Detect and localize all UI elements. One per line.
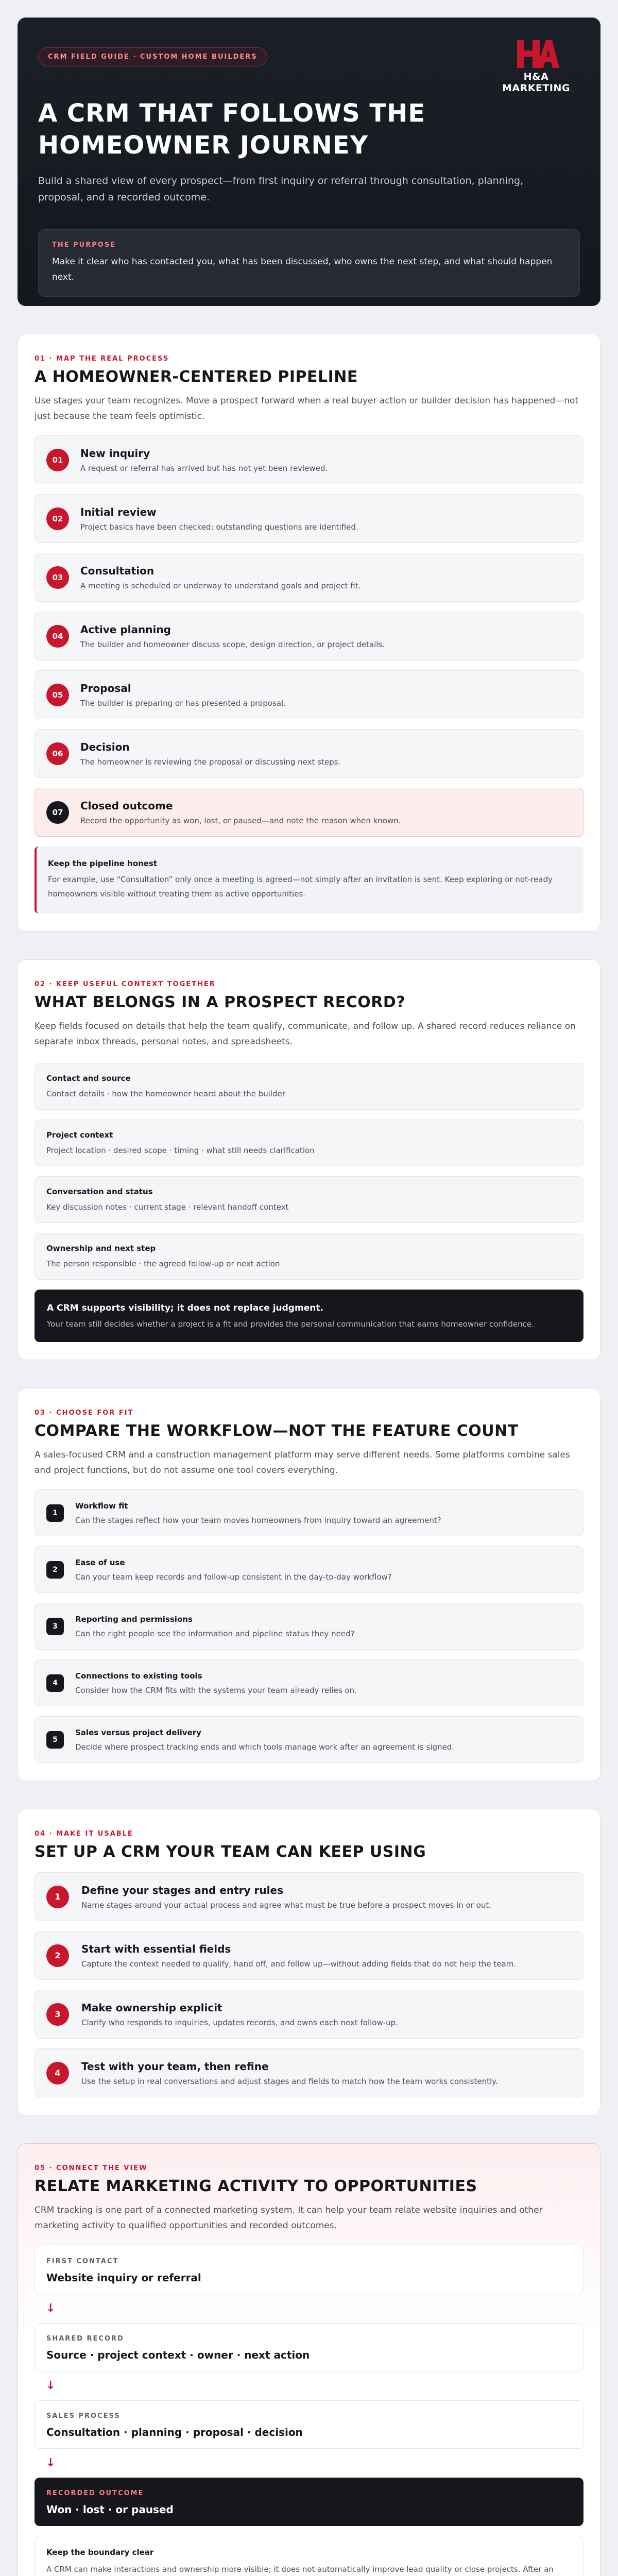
page-title-line1: A CRM THAT FOLLOWS THE <box>38 99 426 128</box>
step-number: 4 <box>46 2062 69 2084</box>
section-eyebrow: 04 · MAKE IT USABLE <box>35 1830 133 1838</box>
flow-shared-record <box>35 2323 583 2371</box>
stage-number: 06 <box>46 742 69 765</box>
stage-closed-outcome <box>35 788 583 837</box>
hero-lead: Build a shared view of every prospect—from first inquiry or referral through consultation, planning, proposal, and a recorded outcome. <box>38 175 524 203</box>
stage-title: Proposal <box>80 682 131 694</box>
criterion-title: Workflow fit <box>75 1501 128 1511</box>
stage-desc: A meeting is scheduled or underway to understand goals and project fit. <box>80 581 361 590</box>
step-desc: Use the setup in real conversations and adjust stages and fields to match how the team works consistently. <box>81 2076 498 2086</box>
step-desc: Name stages around your actual process and agree what must be true before a prospect moves in or out. <box>81 1900 492 1910</box>
section-intro: CRM tracking is one part of a connected marketing system. It can help your team relate website inquiries and other marketing activity to qualified opportunities and recorded outcomes. <box>35 2205 543 2231</box>
flow-label: SHARED RECORD <box>46 2335 124 2343</box>
criterion-number: 3 <box>46 1618 64 1635</box>
arrow-down-icon: ↓ <box>46 2456 56 2469</box>
pipeline-note <box>35 846 583 913</box>
criterion-desc: Can the stages reflect how your team moves homeowners from inquiry toward an agreement? <box>75 1515 441 1525</box>
section-title: RELATE MARKETING ACTIVITY TO OPPORTUNITIES <box>35 2177 477 2195</box>
section-title: COMPARE THE WORKFLOW—NOT THE FEATURE COUNT <box>35 1422 519 1440</box>
logo-text: H&A MARKETING <box>502 71 570 94</box>
criterion-desc: Can your team keep records and follow-up consistent in the day-to-day workflow? <box>75 1572 392 1582</box>
field-title: Conversation and status <box>46 1187 153 1196</box>
step-desc: Capture the context needed to qualify, hand off, and follow up—without adding fields that do not help the team. <box>81 1959 517 1969</box>
logo-mark-icon <box>492 38 580 70</box>
boundary-text: A CRM can make interactions and ownership more visible; it does not automatically improve lead quality or close projects. After an <box>46 2565 554 2574</box>
stage-number: 07 <box>46 801 69 824</box>
stage-title: Initial review <box>80 505 157 518</box>
field-title: Contact and source <box>46 1074 131 1083</box>
connect-section <box>18 2143 600 2576</box>
stage-active-planning <box>35 612 583 660</box>
stage-number: 02 <box>46 507 69 530</box>
hero-banner <box>18 18 600 306</box>
criterion-title: Sales versus project delivery <box>75 1727 201 1737</box>
section-intro: A sales-focused CRM and a construction management platform may serve different needs. Some platforms combine sales and project functions, but do not assume one tool covers everything. <box>35 1450 570 1476</box>
step-title: Test with your team, then refine <box>81 2060 269 2073</box>
step-define-stages <box>35 1872 583 1921</box>
stage-decision <box>35 729 583 778</box>
flow-value: Source · project context · owner · next action <box>46 2349 310 2361</box>
flow-value: Consultation · planning · proposal · decision <box>46 2426 303 2438</box>
arrow-down-icon: ↓ <box>46 2379 56 2392</box>
stage-title: Decision <box>80 740 130 753</box>
criterion-ease-of-use <box>35 1546 583 1593</box>
field-desc: Contact details · how the homeowner heard about the builder <box>46 1089 285 1098</box>
field-desc: Project location · desired scope · timing · what still needs clarification <box>46 1146 315 1155</box>
guide-tag: CRM FIELD GUIDE · CUSTOM HOME BUILDERS <box>38 47 267 66</box>
field-contact-source <box>35 1063 583 1110</box>
callout-title: A CRM supports visibility; it does not replace judgment. <box>47 1303 323 1313</box>
record-fields <box>35 1063 583 1280</box>
section-title: WHAT BELONGS IN A PROSPECT RECORD? <box>35 993 406 1011</box>
stage-desc: Record the opportunity as won, lost, or paused—and note the reason when known. <box>80 816 401 825</box>
flow-first-contact <box>35 2246 583 2294</box>
page-title-line2: HOMEOWNER JOURNEY <box>38 131 369 160</box>
callout-text: Your team still decides whether a project is a fit and provides the personal communication that earns homeowner confidence. <box>47 1319 534 1329</box>
criterion-workflow-fit <box>35 1489 583 1536</box>
boundary-title: Keep the boundary clear <box>46 2548 154 2557</box>
section-intro: Use stages your team recognizes. Move a prospect forward when a real buyer action or builder decision has happened—not just because the team feels optimistic. <box>35 396 579 421</box>
flow-recorded-outcome <box>35 2478 583 2526</box>
stage-desc: A request or referral has arrived but has not yet been reviewed. <box>80 463 328 473</box>
criterion-reporting <box>35 1603 583 1650</box>
field-title: Ownership and next step <box>46 1244 156 1253</box>
step-test-refine <box>35 2048 583 2097</box>
field-ownership-next-step <box>35 1233 583 1280</box>
criterion-number: 4 <box>46 1674 64 1692</box>
criterion-number: 2 <box>46 1561 64 1579</box>
brand-logo[interactable] <box>492 38 580 94</box>
purpose-text: Make it clear who has contacted you, what has been discussed, who owns the next step, and what should happen next. <box>52 257 553 282</box>
stage-initial-review <box>35 494 583 543</box>
boundary-note <box>35 2536 583 2576</box>
section-eyebrow: 02 · KEEP USEFUL CONTEXT TOGETHER <box>35 980 216 988</box>
step-title: Define your stages and entry rules <box>81 1884 283 1896</box>
note-title: Keep the pipeline honest <box>48 859 157 868</box>
note-text: For example, use “Consultation” only once a meeting is agreed—not simply after an invitation is sent. Keep exploring or not-ready homeowners visible without treating them as active opportunities. <box>48 875 553 899</box>
section-eyebrow: 05 · CONNECT THE VIEW <box>35 2164 148 2172</box>
criterion-connections <box>35 1659 583 1706</box>
section-eyebrow: 03 · CHOOSE FOR FIT <box>35 1409 134 1417</box>
setup-steps <box>35 1872 583 2097</box>
step-number: 1 <box>46 1886 69 1908</box>
record-section <box>18 959 600 1360</box>
criterion-sales-vs-delivery <box>35 1716 583 1763</box>
criterion-title: Reporting and permissions <box>75 1614 193 1624</box>
stage-number: 05 <box>46 684 69 706</box>
step-desc: Clarify who responds to inquiries, updates records, and owns each next follow-up. <box>81 2018 398 2027</box>
step-number: 2 <box>46 1944 69 1967</box>
step-title: Make ownership explicit <box>81 2001 222 2014</box>
field-desc: Key discussion notes · current stage · relevant handoff context <box>46 1202 289 1212</box>
criteria-list <box>35 1489 583 1763</box>
criterion-desc: Consider how the CRM fits with the systems your team already relies on. <box>75 1685 357 1695</box>
marketing-flow <box>35 2246 583 2526</box>
criterion-desc: Can the right people see the information and pipeline status they need? <box>75 1629 355 1638</box>
stage-title: Consultation <box>80 564 154 577</box>
stage-desc: The homeowner is reviewing the proposal or discussing next steps. <box>80 757 341 767</box>
field-project-context <box>35 1120 583 1166</box>
stage-proposal <box>35 670 583 719</box>
step-title: Start with essential fields <box>81 1942 231 1955</box>
stage-number: 04 <box>46 625 69 648</box>
stage-title: Active planning <box>80 623 171 636</box>
flow-value: Won · lost · or paused <box>46 2503 174 2516</box>
setup-section <box>18 1809 600 2115</box>
pipeline-stages <box>35 435 583 837</box>
field-conversation-status <box>35 1176 583 1223</box>
criterion-number: 5 <box>46 1731 64 1749</box>
stage-new-inquiry <box>35 435 583 484</box>
page-title <box>38 97 580 161</box>
criterion-title: Ease of use <box>75 1557 125 1567</box>
step-ownership <box>35 1990 583 2039</box>
flow-label: SALES PROCESS <box>46 2412 121 2420</box>
step-essential-fields <box>35 1931 583 1980</box>
stage-desc: The builder is preparing or has presented a proposal. <box>80 698 286 708</box>
stage-number: 01 <box>46 449 69 471</box>
criterion-title: Connections to existing tools <box>75 1671 202 1681</box>
stage-number: 03 <box>46 566 69 589</box>
flow-label: FIRST CONTACT <box>46 2258 119 2265</box>
section-eyebrow: 01 · MAP THE REAL PROCESS <box>35 355 169 363</box>
section-title: SET UP A CRM YOUR TEAM CAN KEEP USING <box>35 1843 426 1861</box>
step-number: 3 <box>46 2003 69 2026</box>
stage-desc: Project basics have been checked; outstanding questions are identified. <box>80 522 358 532</box>
criterion-number: 1 <box>46 1504 64 1522</box>
flow-sales-process <box>35 2400 583 2449</box>
section-title: A HOMEOWNER-CENTERED PIPELINE <box>35 368 358 386</box>
criterion-desc: Decide where prospect tracking ends and which tools manage work after an agreement is signed. <box>75 1742 455 1752</box>
stage-desc: The builder and homeowner discuss scope, design direction, or project details. <box>80 639 385 649</box>
compare-section <box>18 1388 600 1781</box>
flow-value: Website inquiry or referral <box>46 2272 201 2284</box>
section-intro: Keep fields focused on details that help the team qualify, communicate, and follow up. A shared record reduces reliance on separate inbox threads, personal notes, and spreadsheets. <box>35 1021 576 1047</box>
stage-consultation <box>35 553 583 602</box>
arrow-down-icon: ↓ <box>46 2302 56 2315</box>
purpose-label: THE PURPOSE <box>52 241 116 249</box>
field-desc: The person responsible · the agreed follow-up or next action <box>46 1259 280 1268</box>
field-title: Project context <box>46 1130 113 1140</box>
stage-title: Closed outcome <box>80 799 173 812</box>
pipeline-section <box>18 334 600 931</box>
flow-label: RECORDED OUTCOME <box>46 2489 144 2497</box>
visibility-callout <box>35 1290 583 1342</box>
stage-title: New inquiry <box>80 447 150 460</box>
purpose-box <box>38 229 580 297</box>
